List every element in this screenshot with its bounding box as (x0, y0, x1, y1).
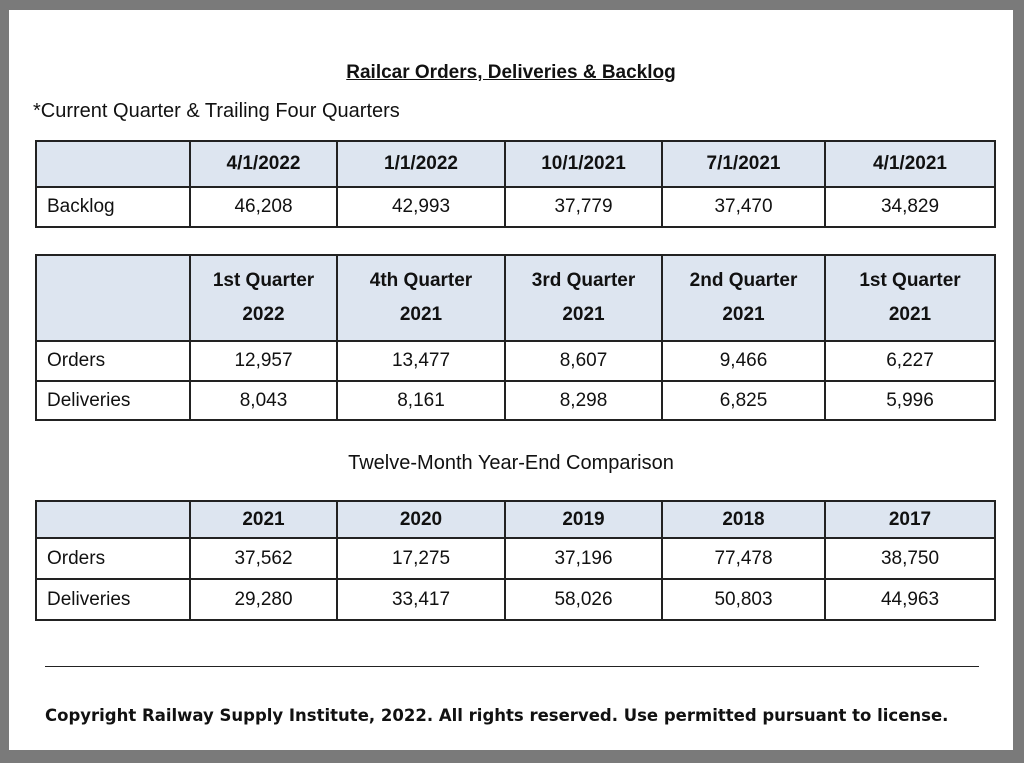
cell: 6,825 (662, 381, 825, 420)
header-cell (662, 255, 825, 341)
header-cell: 4/1/2022 (190, 141, 337, 187)
header-cell (36, 141, 190, 187)
header-line: 1st Quarter (859, 270, 961, 291)
table-row (36, 579, 995, 620)
table-header-row (36, 141, 995, 187)
cell: 12,957 (190, 341, 337, 381)
yearend-heading: Twelve-Month Year-End Comparison (348, 452, 674, 474)
header-cell: 2021 (190, 501, 337, 538)
header-cell (505, 255, 662, 341)
cell: 37,562 (190, 538, 337, 579)
header-line: 4th Quarter (369, 270, 473, 291)
row-label: Deliveries (36, 579, 190, 620)
cell: 58,026 (505, 579, 662, 620)
cell: 77,478 (662, 538, 825, 579)
cell: 37,470 (662, 187, 825, 227)
cell: 34,829 (825, 187, 995, 227)
copyright-notice: Copyright Railway Supply Institute, 2022. All rights reserved. Use permitted pursuant to license. (45, 706, 949, 725)
quarter-table (35, 254, 996, 421)
table-row (36, 538, 995, 579)
header-line: 2021 (888, 304, 932, 325)
cell: 33,417 (337, 579, 505, 620)
row-label: Orders (36, 341, 190, 381)
cell: 44,963 (825, 579, 995, 620)
backlog-table (35, 140, 996, 228)
cell: 6,227 (825, 341, 995, 381)
table-row (36, 187, 995, 227)
header-line: 3rd Quarter (531, 270, 636, 291)
header-cell (337, 255, 505, 341)
header-cell (825, 255, 995, 341)
header-line: 2021 (722, 304, 765, 325)
header-cell (190, 255, 337, 341)
header-cell: 2020 (337, 501, 505, 538)
cell: 46,208 (190, 187, 337, 227)
cell: 38,750 (825, 538, 995, 579)
cell: 37,196 (505, 538, 662, 579)
cell: 8,161 (337, 381, 505, 420)
divider (45, 666, 979, 667)
header-line: 2021 (399, 304, 443, 325)
document-page (9, 10, 1013, 750)
header-cell: 10/1/2021 (505, 141, 662, 187)
table-header-row (36, 255, 995, 341)
cell: 37,779 (505, 187, 662, 227)
header-line: 2021 (562, 304, 605, 325)
header-cell: 7/1/2021 (662, 141, 825, 187)
header-cell: 2018 (662, 501, 825, 538)
header-line: 2022 (242, 304, 285, 325)
yearend-table (35, 500, 996, 621)
cell: 8,607 (505, 341, 662, 381)
table-row (36, 381, 995, 420)
header-cell: 4/1/2021 (825, 141, 995, 187)
header-cell (36, 501, 190, 538)
header-cell (36, 255, 190, 341)
header-cell: 2019 (505, 501, 662, 538)
cell: 13,477 (337, 341, 505, 381)
cell: 50,803 (662, 579, 825, 620)
subtitle: *Current Quarter & Trailing Four Quarters (33, 100, 400, 122)
row-label: Backlog (36, 187, 190, 227)
cell: 17,275 (337, 538, 505, 579)
header-cell: 1/1/2022 (337, 141, 505, 187)
document-title: Railcar Orders, Deliveries & Backlog (346, 62, 676, 83)
header-line: 2nd Quarter (689, 270, 798, 291)
row-label: Orders (36, 538, 190, 579)
row-label: Deliveries (36, 381, 190, 420)
header-cell: 2017 (825, 501, 995, 538)
cell: 42,993 (337, 187, 505, 227)
cell: 8,043 (190, 381, 337, 420)
cell: 9,466 (662, 341, 825, 381)
table-row (36, 341, 995, 381)
cell: 8,298 (505, 381, 662, 420)
cell: 29,280 (190, 579, 337, 620)
header-line: 1st Quarter (212, 270, 315, 291)
cell: 5,996 (825, 381, 995, 420)
table-header-row (36, 501, 995, 538)
